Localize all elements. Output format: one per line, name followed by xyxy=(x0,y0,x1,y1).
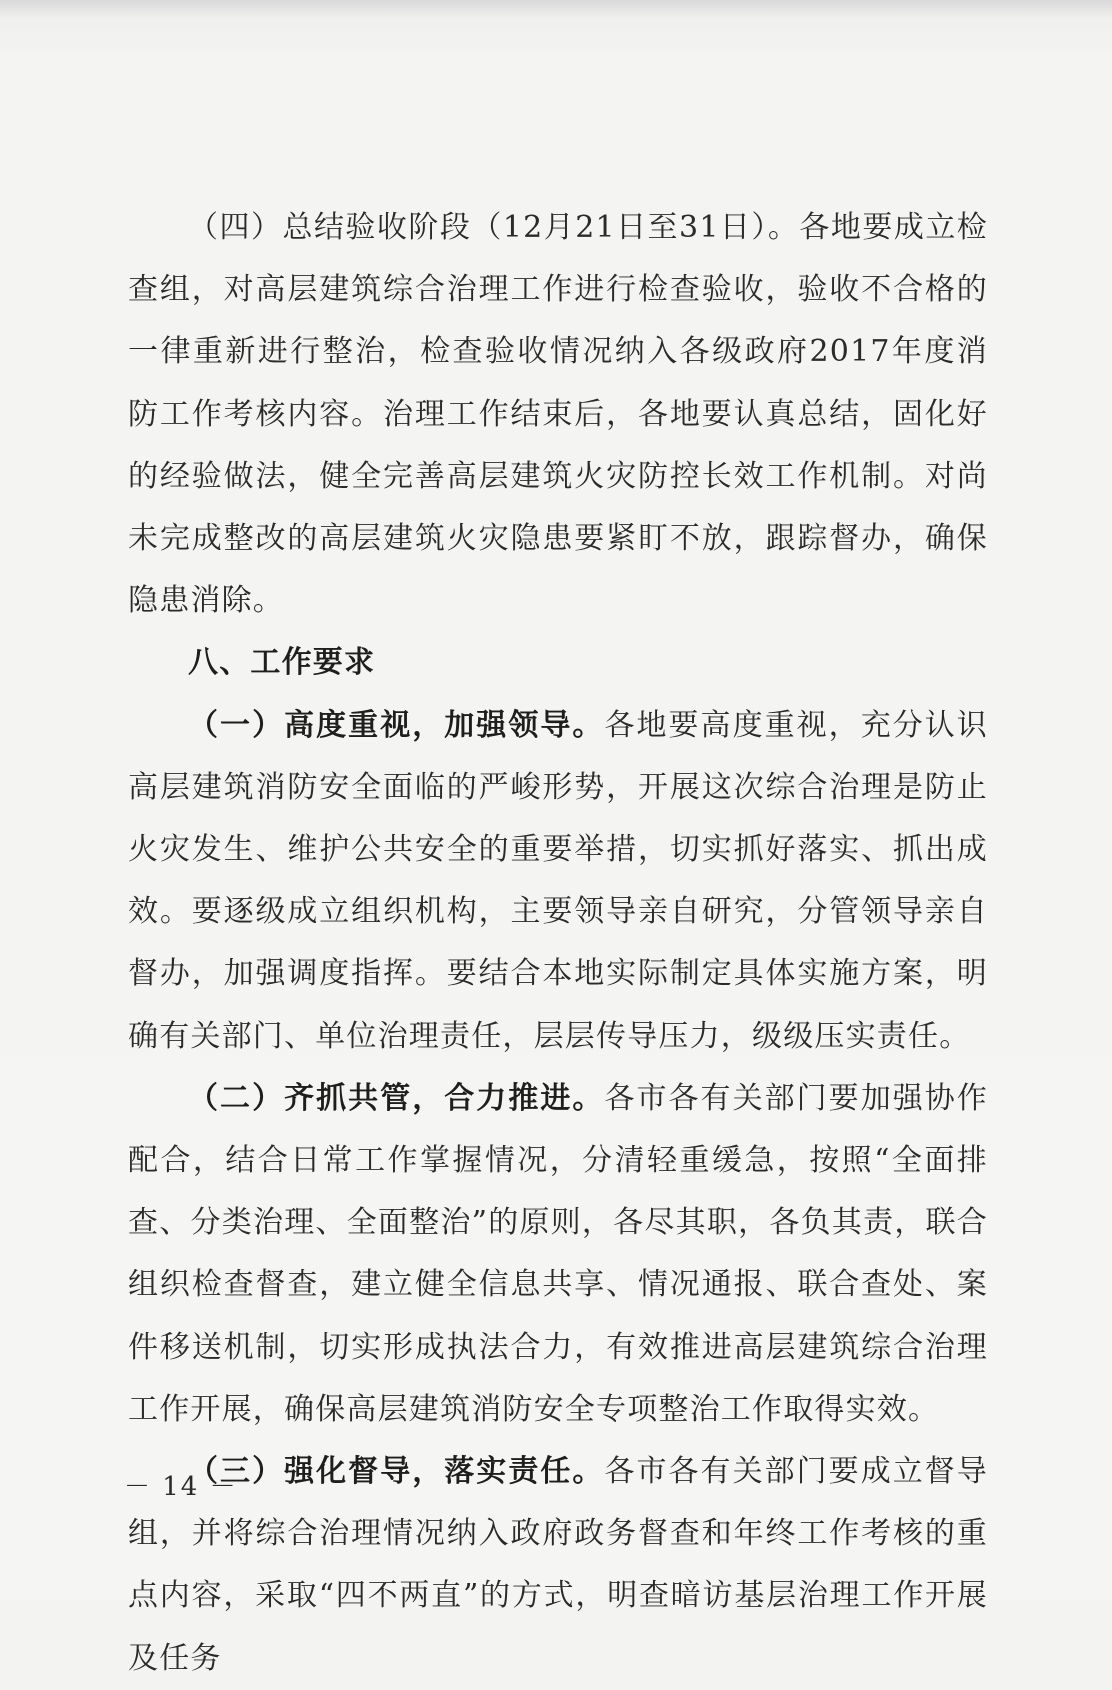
paragraph-text: 各地要高度重视，充分认识高层建筑消防安全面临的严峻形势，开展这次综合治理是防止火灾发生、维护公共安全的重要举措，切实抓好落实、抓出成效。要逐级成立组织机构，主要领导亲自研究，分管领导亲自督办，加强调度指挥。要结合本地实际制定具体实施方案，明确有关部门、单位治理责任，层层传导压力，级级压实责任。 xyxy=(128,707,988,1054)
paragraph-lead: （一）高度重视，加强领导。 xyxy=(188,707,605,743)
paragraph-summary-stage xyxy=(128,197,988,632)
paragraph-joint-management xyxy=(128,1068,988,1441)
paragraph-leadership xyxy=(128,695,988,1068)
section-heading: 八、工作要求 xyxy=(188,645,376,681)
paragraph-lead: （二）齐抓共管，合力推进。 xyxy=(188,1080,605,1116)
paragraph-lead: （三）强化督导，落实责任。 xyxy=(188,1454,605,1490)
paragraph-lead: （四）总结验收阶段（12月21日至31日）。 xyxy=(188,210,800,245)
scan-edge-shadow xyxy=(0,0,1112,18)
page-number: － 14 － xyxy=(124,1472,238,1502)
paragraph-text: 各市各有关部门要成立督导组，并将综合治理情况纳入政府政务督查和年终工作考核的重点内容，采取“四不两直”的方式，明查暗访基层治理工作开展及任务 xyxy=(128,1454,988,1676)
paragraph-text: 各市各有关部门要加强协作配合，结合日常工作掌握情况，分清轻重缓急，按照“全面排查、分类治理、全面整治”的原则，各尽其职，各负其责，联合组织检查督查，建立健全信息共享、情况通报、联合查处、案件移送机制，切实形成执法合力，有效推进高层建筑综合治理工作开展，确保高层建筑消防安全专项整治工作取得实效。 xyxy=(128,1080,988,1427)
document-body xyxy=(128,197,988,1690)
paragraph-text: 各地要成立检查组，对高层建筑综合治理工作进行检查验收，验收不合格的一律重新进行整治，检查验收情况纳入各级政府2017年度消防工作考核内容。治理工作结束后，各地要认真总结，固化好的经验做法，健全完善高层建筑火灾防控长效工作机制。对尚未完成整改的高层建筑火灾隐患要紧盯不放，跟踪督办，确保隐患消除。 xyxy=(128,210,989,619)
paragraph-supervision xyxy=(128,1441,988,1690)
